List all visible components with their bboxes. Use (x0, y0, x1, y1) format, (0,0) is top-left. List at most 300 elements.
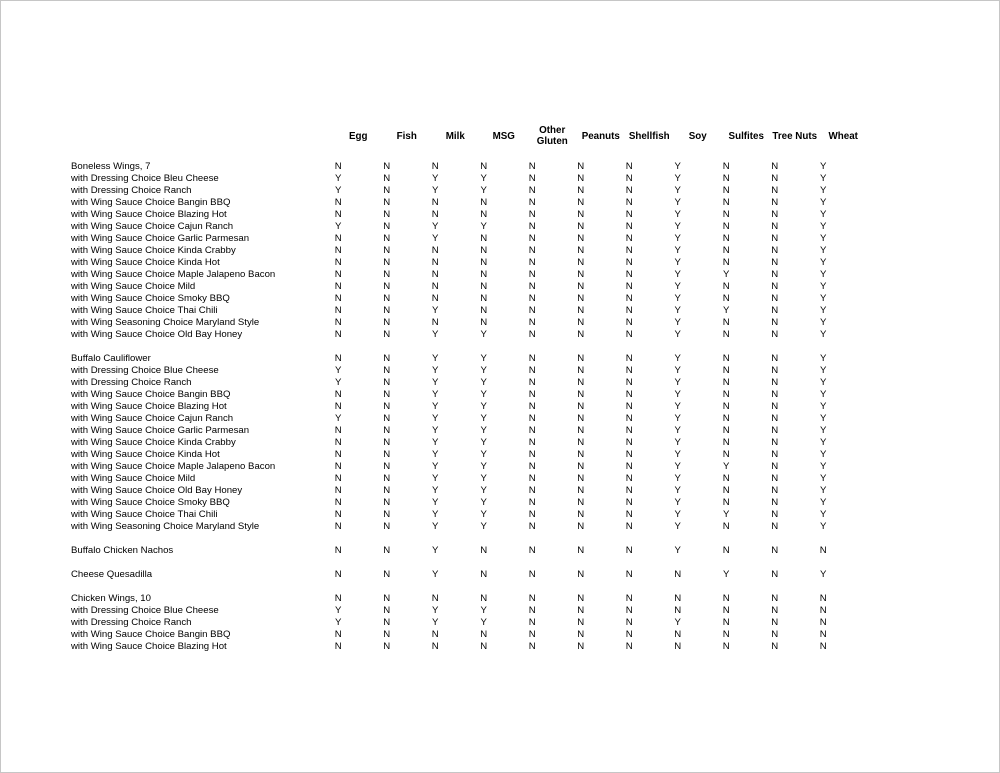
allergen-value-fish: N (383, 317, 391, 328)
allergen-value-soy: Y (674, 293, 681, 304)
allergen-value-peanuts: N (577, 509, 585, 520)
allergen-value-tree-nuts: N (771, 545, 779, 556)
allergen-value-msg: Y (480, 185, 487, 196)
allergen-value-sulfites: N (722, 545, 730, 556)
allergen-value-egg: Y (335, 605, 342, 616)
allergen-value-fish: N (383, 161, 391, 172)
allergen-value-tree-nuts: N (771, 353, 779, 364)
allergen-value-egg: Y (335, 185, 342, 196)
allergen-value-soy: Y (674, 353, 681, 364)
row-label: with Wing Sauce Choice Old Bay Honey (71, 329, 243, 340)
allergen-value-shellfish: N (625, 209, 633, 220)
allergen-value-soy: Y (674, 497, 681, 508)
allergen-value-sulfites: N (722, 641, 730, 652)
allergen-value-soy: Y (674, 521, 681, 532)
allergen-value-sulfites: N (722, 353, 730, 364)
allergen-value-wheat: Y (820, 449, 827, 460)
allergen-value-shellfish: N (625, 173, 633, 184)
allergen-value-soy: Y (674, 185, 681, 196)
allergen-value-other-gluten: N (528, 473, 536, 484)
allergen-value-tree-nuts: N (771, 629, 779, 640)
allergen-value-sulfites: N (722, 281, 730, 292)
allergen-value-sulfites: N (722, 617, 730, 628)
allergen-value-soy: Y (674, 365, 681, 376)
allergen-value-other-gluten: N (528, 485, 536, 496)
allergen-value-peanuts: N (577, 161, 585, 172)
allergen-value-peanuts: N (577, 353, 585, 364)
allergen-value-msg: Y (480, 221, 487, 232)
allergen-value-shellfish: N (625, 485, 633, 496)
row-label: with Wing Sauce Choice Bangin BBQ (71, 389, 231, 400)
row-label: with Wing Sauce Choice Blazing Hot (71, 401, 227, 412)
allergen-value-other-gluten: N (528, 197, 536, 208)
allergen-value-fish: N (383, 617, 391, 628)
allergen-value-tree-nuts: N (771, 401, 779, 412)
allergen-value-sulfites: N (722, 257, 730, 268)
allergen-value-soy: Y (674, 545, 681, 556)
allergen-value-fish: N (383, 245, 391, 256)
allergen-value-tree-nuts: N (771, 221, 779, 232)
row-label: with Wing Sauce Choice Blazing Hot (71, 209, 227, 220)
allergen-value-msg: N (480, 545, 488, 556)
allergen-value-milk: Y (432, 365, 439, 376)
allergen-value-shellfish: N (625, 185, 633, 196)
allergen-value-peanuts: N (577, 377, 585, 388)
allergen-value-milk: Y (432, 473, 439, 484)
allergen-value-msg: Y (480, 389, 487, 400)
allergen-value-wheat: Y (820, 365, 827, 376)
allergen-value-msg: N (480, 209, 488, 220)
allergen-value-sulfites: N (722, 377, 730, 388)
allergen-value-milk: Y (432, 569, 439, 580)
allergen-value-other-gluten: N (528, 461, 536, 472)
allergen-value-peanuts: N (577, 413, 585, 424)
allergen-value-fish: N (383, 641, 391, 652)
column-header-other-gluten (508, 124, 568, 161)
allergen-value-egg: N (334, 329, 342, 340)
allergen-value-wheat: Y (820, 497, 827, 508)
allergen-value-tree-nuts: N (771, 449, 779, 460)
table-row (71, 365, 848, 377)
allergen-value-peanuts: N (577, 389, 585, 400)
allergen-value-soy: Y (674, 245, 681, 256)
allergen-value-egg: N (334, 425, 342, 436)
allergen-value-msg: N (480, 593, 488, 604)
row-label: with Wing Sauce Choice Thai Chili (71, 509, 218, 520)
allergen-value-shellfish: N (625, 257, 633, 268)
allergen-value-other-gluten: N (528, 293, 536, 304)
allergen-value-tree-nuts: N (771, 389, 779, 400)
allergen-value-sulfites: N (722, 593, 730, 604)
allergen-value-sulfites: N (722, 221, 730, 232)
allergen-value-egg: N (334, 209, 342, 220)
allergen-value-soy: Y (674, 221, 681, 232)
allergen-value-msg: N (480, 161, 488, 172)
allergen-value-sulfites: N (722, 161, 730, 172)
allergen-value-shellfish: N (625, 545, 633, 556)
column-header-milk (411, 124, 465, 161)
allergen-value-msg: Y (480, 521, 487, 532)
column-header-label: Other Gluten (536, 125, 568, 147)
allergen-value-fish: N (383, 257, 391, 268)
allergen-value-sulfites: N (722, 329, 730, 340)
allergen-value-milk: N (431, 161, 439, 172)
allergen-value-sulfites: N (722, 437, 730, 448)
allergen-value-soy: Y (674, 473, 681, 484)
row-label: with Wing Sauce Choice Garlic Parmesan (71, 425, 250, 436)
allergen-value-shellfish: N (625, 629, 633, 640)
allergen-value-fish: N (383, 425, 391, 436)
allergen-value-fish: N (383, 281, 391, 292)
allergen-value-sulfites: Y (723, 509, 730, 520)
row-label: with Wing Sauce Choice Blazing Hot (71, 641, 227, 652)
table-row (71, 509, 848, 521)
allergen-value-other-gluten: N (528, 185, 536, 196)
allergen-value-msg: N (480, 269, 488, 280)
allergen-value-milk: N (431, 629, 439, 640)
allergen-value-msg: N (480, 281, 488, 292)
allergen-value-wheat: Y (820, 521, 827, 532)
table-row (71, 161, 848, 173)
column-header-label: Wheat (828, 130, 858, 142)
allergen-value-milk: Y (432, 353, 439, 364)
allergen-value-sulfites: N (722, 245, 730, 256)
table-row (71, 569, 848, 581)
allergen-value-msg: N (480, 245, 488, 256)
allergen-value-peanuts: N (577, 521, 585, 532)
allergen-value-tree-nuts: N (771, 329, 779, 340)
allergen-value-shellfish: N (625, 269, 633, 280)
table-row (71, 233, 848, 245)
row-label: with Wing Sauce Choice Garlic Parmesan (71, 233, 250, 244)
allergen-value-milk: N (431, 245, 439, 256)
column-header-label: Tree Nuts (772, 130, 818, 142)
allergen-value-milk: Y (432, 617, 439, 628)
allergen-value-other-gluten: N (528, 569, 536, 580)
allergen-value-wheat: Y (820, 485, 827, 496)
allergen-value-fish: N (383, 545, 391, 556)
allergen-value-tree-nuts: N (771, 197, 779, 208)
allergen-value-shellfish: N (625, 569, 633, 580)
allergen-value-wheat: N (819, 629, 827, 640)
allergen-value-shellfish: N (625, 389, 633, 400)
allergen-value-tree-nuts: N (771, 521, 779, 532)
allergen-value-soy: N (674, 569, 682, 580)
allergen-value-peanuts: N (577, 401, 585, 412)
allergen-value-shellfish: N (625, 365, 633, 376)
row-label: with Dressing Choice Ranch (71, 185, 192, 196)
allergen-value-egg: Y (335, 221, 342, 232)
allergen-value-fish: N (383, 437, 391, 448)
section-spacer (71, 581, 848, 593)
allergen-value-fish: N (383, 173, 391, 184)
allergen-value-other-gluten: N (528, 605, 536, 616)
allergen-value-milk: N (431, 209, 439, 220)
table-row (71, 545, 848, 557)
allergen-value-sulfites: N (722, 389, 730, 400)
allergen-value-peanuts: N (577, 485, 585, 496)
allergen-value-tree-nuts: N (771, 605, 779, 616)
allergen-value-msg: N (480, 641, 488, 652)
allergen-value-soy: Y (674, 257, 681, 268)
table-row (71, 437, 848, 449)
allergen-value-wheat: Y (820, 257, 827, 268)
allergen-value-sulfites: N (722, 365, 730, 376)
allergen-value-soy: Y (674, 617, 681, 628)
allergen-value-shellfish: N (625, 509, 633, 520)
allergen-value-msg: Y (480, 401, 487, 412)
table-row (71, 305, 848, 317)
allergen-value-other-gluten: N (528, 209, 536, 220)
allergen-value-milk: Y (432, 425, 439, 436)
allergen-value-shellfish: N (625, 521, 633, 532)
allergen-value-peanuts: N (577, 293, 585, 304)
allergen-value-msg: Y (480, 461, 487, 472)
allergen-value-other-gluten: N (528, 161, 536, 172)
table-row (71, 257, 848, 269)
allergen-value-sulfites: N (722, 497, 730, 508)
allergen-value-peanuts: N (577, 317, 585, 328)
allergen-value-sulfites: N (722, 473, 730, 484)
allergen-value-egg: N (334, 593, 342, 604)
allergen-value-msg: Y (480, 173, 487, 184)
allergen-value-shellfish: N (625, 161, 633, 172)
allergen-value-milk: N (431, 197, 439, 208)
allergen-value-soy: Y (674, 197, 681, 208)
allergen-value-egg: Y (335, 365, 342, 376)
row-label: with Wing Sauce Choice Cajun Ranch (71, 413, 234, 424)
allergen-value-fish: N (383, 329, 391, 340)
allergen-value-peanuts: N (577, 365, 585, 376)
allergen-value-egg: Y (335, 173, 342, 184)
table-header-row (71, 124, 848, 161)
section-spacer (71, 341, 848, 353)
allergen-value-tree-nuts: N (771, 305, 779, 316)
allergen-value-shellfish: N (625, 413, 633, 424)
allergen-value-peanuts: N (577, 497, 585, 508)
row-label: with Wing Seasoning Choice Maryland Style (71, 317, 260, 328)
allergen-value-soy: Y (674, 161, 681, 172)
allergen-value-sulfites: N (722, 197, 730, 208)
allergen-value-fish: N (383, 389, 391, 400)
table-row (71, 209, 848, 221)
allergen-value-sulfites: N (722, 293, 730, 304)
allergen-value-soy: Y (674, 377, 681, 388)
allergen-value-msg: Y (480, 353, 487, 364)
allergen-value-wheat: N (819, 593, 827, 604)
allergen-value-msg: N (480, 197, 488, 208)
allergen-value-milk: Y (432, 521, 439, 532)
allergen-value-wheat: N (819, 617, 827, 628)
allergen-value-fish: N (383, 413, 391, 424)
row-label: with Wing Sauce Choice Bangin BBQ (71, 629, 231, 640)
allergen-value-peanuts: N (577, 449, 585, 460)
allergen-value-egg: N (334, 509, 342, 520)
allergen-value-sulfites: N (722, 185, 730, 196)
allergen-value-other-gluten: N (528, 629, 536, 640)
allergen-value-shellfish: N (625, 329, 633, 340)
allergen-value-sulfites: N (722, 605, 730, 616)
allergen-value-fish: N (383, 461, 391, 472)
row-label: Boneless Wings, 7 (71, 161, 151, 172)
allergen-value-other-gluten: N (528, 449, 536, 460)
column-header-label: Fish (396, 130, 417, 142)
allergen-value-wheat: Y (820, 389, 827, 400)
allergen-value-wheat: Y (820, 221, 827, 232)
allergen-value-sulfites: Y (723, 569, 730, 580)
allergen-value-shellfish: N (625, 497, 633, 508)
allergen-value-msg: Y (480, 497, 487, 508)
allergen-value-soy: Y (674, 485, 681, 496)
table-row (71, 497, 848, 509)
allergen-value-tree-nuts: N (771, 257, 779, 268)
allergen-value-fish: N (383, 185, 391, 196)
allergen-value-peanuts: N (577, 617, 585, 628)
row-label: Buffalo Chicken Nachos (71, 545, 174, 556)
allergen-value-tree-nuts: N (771, 641, 779, 652)
allergen-value-msg: N (480, 317, 488, 328)
allergen-value-fish: N (383, 233, 391, 244)
allergen-value-egg: Y (335, 617, 342, 628)
allergen-value-sulfites: N (722, 629, 730, 640)
allergen-value-soy: Y (674, 305, 681, 316)
allergen-value-wheat: Y (820, 425, 827, 436)
allergen-value-msg: Y (480, 365, 487, 376)
allergen-value-soy: N (674, 593, 682, 604)
table-row (71, 221, 848, 233)
allergen-value-shellfish: N (625, 401, 633, 412)
allergen-value-other-gluten: N (528, 353, 536, 364)
allergen-value-fish: N (383, 473, 391, 484)
row-label: with Wing Sauce Choice Smoky BBQ (71, 497, 230, 508)
table-row (71, 269, 848, 281)
table-row (71, 173, 848, 185)
allergen-value-soy: Y (674, 329, 681, 340)
allergen-value-sulfites: N (722, 209, 730, 220)
allergen-value-peanuts: N (577, 437, 585, 448)
allergen-value-other-gluten: N (528, 257, 536, 268)
allergen-value-peanuts: N (577, 281, 585, 292)
table-row (71, 413, 848, 425)
allergen-value-soy: Y (674, 233, 681, 244)
row-label: with Wing Seasoning Choice Maryland Style (71, 521, 260, 532)
allergen-value-wheat: Y (820, 509, 827, 520)
table-row (71, 521, 848, 533)
allergen-value-other-gluten: N (528, 593, 536, 604)
allergen-value-milk: Y (432, 545, 439, 556)
allergen-value-egg: N (334, 233, 342, 244)
allergen-value-msg: N (480, 233, 488, 244)
allergen-value-shellfish: N (625, 293, 633, 304)
allergen-value-shellfish: N (625, 593, 633, 604)
allergen-value-egg: N (334, 449, 342, 460)
allergen-value-other-gluten: N (528, 497, 536, 508)
allergen-value-msg: Y (480, 413, 487, 424)
allergen-value-sulfites: N (722, 485, 730, 496)
allergen-value-egg: N (334, 317, 342, 328)
allergen-value-shellfish: N (625, 641, 633, 652)
row-label: with Dressing Choice Bleu Cheese (71, 173, 219, 184)
allergen-value-sulfites: N (722, 449, 730, 460)
allergen-value-tree-nuts: N (771, 281, 779, 292)
allergen-value-soy: Y (674, 269, 681, 280)
allergen-value-egg: N (334, 569, 342, 580)
allergen-value-peanuts: N (577, 245, 585, 256)
allergen-value-milk: Y (432, 389, 439, 400)
allergen-value-fish: N (383, 497, 391, 508)
allergen-value-soy: Y (674, 509, 681, 520)
allergen-value-milk: Y (432, 449, 439, 460)
allergen-value-wheat: Y (820, 473, 827, 484)
allergen-value-egg: N (334, 353, 342, 364)
allergen-value-tree-nuts: N (771, 473, 779, 484)
allergen-value-wheat: Y (820, 305, 827, 316)
allergen-value-fish: N (383, 221, 391, 232)
allergen-value-peanuts: N (577, 329, 585, 340)
allergen-value-wheat: Y (820, 185, 827, 196)
table-row (71, 473, 848, 485)
allergen-value-milk: N (431, 317, 439, 328)
allergen-value-shellfish: N (625, 197, 633, 208)
allergen-value-milk: Y (432, 461, 439, 472)
allergen-value-msg: Y (480, 449, 487, 460)
row-label: Chicken Wings, 10 (71, 593, 151, 604)
allergen-value-wheat: Y (820, 461, 827, 472)
allergen-value-shellfish: N (625, 605, 633, 616)
allergen-value-fish: N (383, 377, 391, 388)
allergen-value-peanuts: N (577, 425, 585, 436)
allergen-value-other-gluten: N (528, 173, 536, 184)
allergen-value-fish: N (383, 605, 391, 616)
table-row (71, 197, 848, 209)
allergen-value-egg: N (334, 545, 342, 556)
table-row (71, 317, 848, 329)
allergen-value-fish: N (383, 365, 391, 376)
allergen-value-milk: Y (432, 305, 439, 316)
allergen-value-other-gluten: N (528, 521, 536, 532)
allergen-value-fish: N (383, 629, 391, 640)
allergen-value-wheat: Y (820, 281, 827, 292)
column-header-egg (314, 124, 368, 161)
allergen-value-egg: N (334, 281, 342, 292)
allergen-value-wheat: Y (820, 353, 827, 364)
table-row (71, 281, 848, 293)
allergen-value-other-gluten: N (528, 269, 536, 280)
allergen-value-sulfites: N (722, 233, 730, 244)
allergen-value-wheat: Y (820, 233, 827, 244)
allergen-value-egg: N (334, 161, 342, 172)
allergen-value-shellfish: N (625, 305, 633, 316)
allergen-value-milk: Y (432, 497, 439, 508)
allergen-value-shellfish: N (625, 245, 633, 256)
row-label: Cheese Quesadilla (71, 569, 153, 580)
allergen-value-milk: Y (432, 485, 439, 496)
allergen-value-peanuts: N (577, 269, 585, 280)
row-label: with Wing Sauce Choice Bangin BBQ (71, 197, 231, 208)
row-label: with Wing Sauce Choice Maple Jalapeno Bacon (71, 461, 276, 472)
allergen-value-msg: Y (480, 605, 487, 616)
table-row (71, 353, 848, 365)
allergen-value-milk: Y (432, 221, 439, 232)
allergen-value-egg: N (334, 197, 342, 208)
allergen-value-peanuts: N (577, 545, 585, 556)
column-header-label: Soy (688, 130, 707, 142)
allergen-value-other-gluten: N (528, 305, 536, 316)
allergen-value-tree-nuts: N (771, 413, 779, 424)
allergen-value-tree-nuts: N (771, 293, 779, 304)
allergen-value-other-gluten: N (528, 281, 536, 292)
allergen-value-msg: N (480, 629, 488, 640)
